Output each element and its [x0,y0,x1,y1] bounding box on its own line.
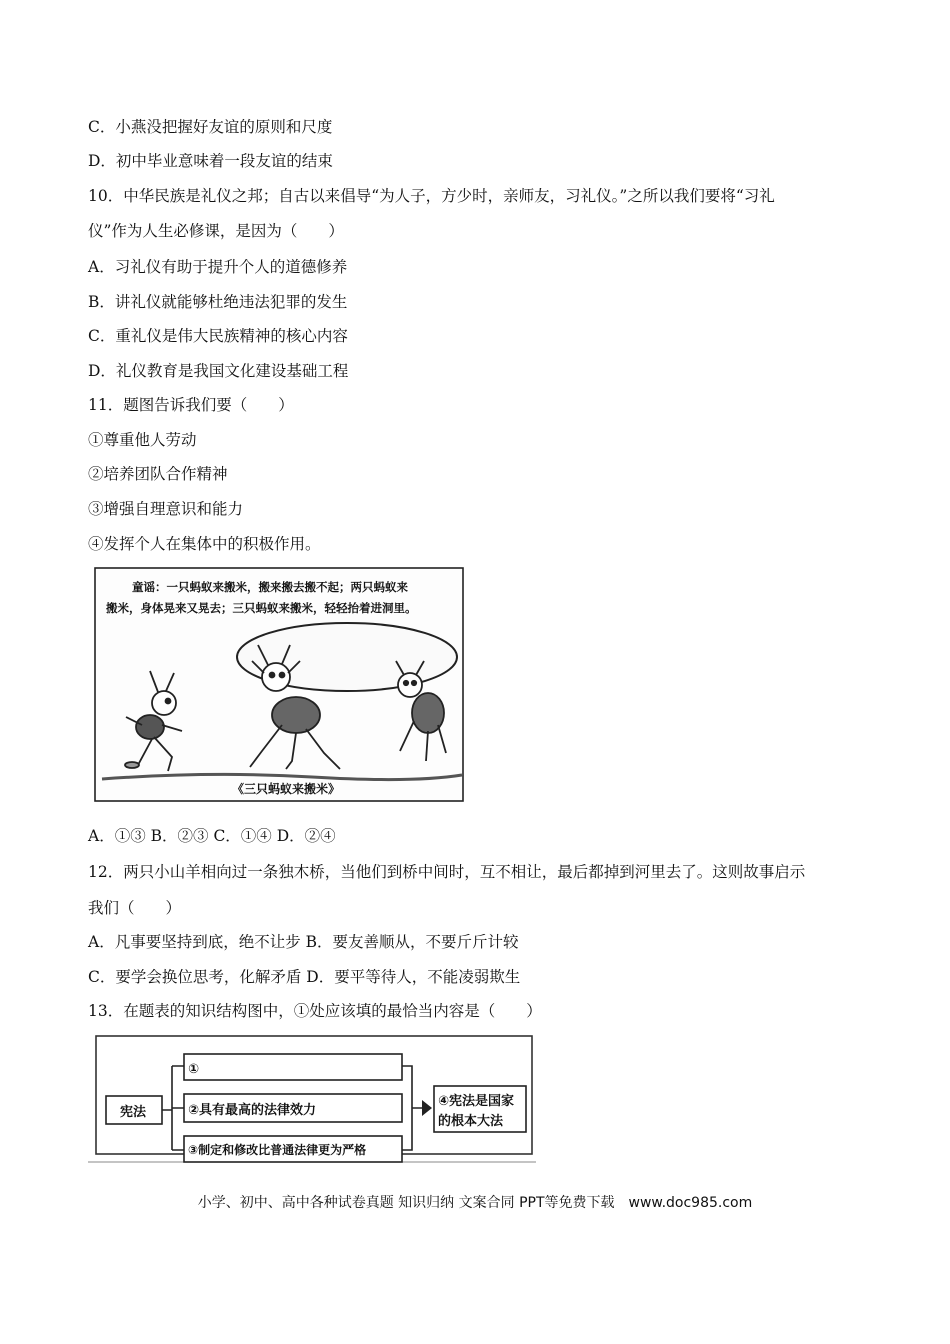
q12-stem-line-1: 12．两只小山羊相向过一条独木桥，当他们到桥中间时，互不相让，最后都掉到河里去了。这则故事启示 [88,863,806,881]
q11-statement-3: ③增强自理意识和能力 [88,500,244,518]
q11-options: A．①③ B．②③ C．①④ D．②④ [88,827,336,845]
page-footer: 小学、初中、高中各种试卷真题 知识归纳 文案合同 PPT等免费下载 www.doc985.com [197,1195,753,1211]
q12-stem-line-2: 我们（ ） [88,899,182,917]
q10-option-a: A．习礼仪有助于提升个人的道德修养 [88,258,348,276]
q11-stem: 11．题图告诉我们要（ ） [88,396,294,414]
q10-option-d: D．礼仪教育是我国文化建设基础工程 [88,362,349,380]
result-line-2: 的根本大法 [438,1114,504,1129]
figure-caption: 《三只蚂蚁来搬米》 [232,782,341,796]
q9-option-c: C．小燕没把握好友谊的原则和尺度 [88,118,333,136]
q12-options-cd: C．要学会换位思考，化解矛盾 D．要平等待人，不能凌弱欺生 [88,968,521,986]
branch-3-label: ③制定和修改比普通法律更为严格 [188,1143,367,1157]
constitution-structure-diagram [88,1030,538,1166]
result-line-1: ④宪法是国家 [438,1094,515,1109]
branch-box-1 [184,1054,402,1080]
q10-stem-line-1: 10．中华民族是礼仪之邦；自古以来倡导“为人子，方少时，亲师友，习礼仪。”之所以我们要将“习礼 [88,187,775,205]
q9-option-d: D．初中毕业意味着一段友谊的结束 [88,152,333,170]
q11-statement-4: ④发挥个人在集体中的积极作用。 [88,535,321,553]
q10-option-b: B．讲礼仪就能够杜绝违法犯罪的发生 [88,293,348,311]
rhyme-line-2: 搬米，身体晃来又晃去；三只蚂蚁来搬米，轻轻抬着进洞里。 [106,601,417,615]
structure-diagram-svg [88,1030,538,1166]
q10-option-c: C．重礼仪是伟大民族精神的核心内容 [88,327,348,345]
q13-stem: 13．在题表的知识结构图中，①处应该填的最恰当内容是（ ） [88,1002,542,1020]
branch-1-label: ① [188,1062,200,1077]
q12-options-ab: A．凡事要坚持到底，绝不让步 B．要友善顺从，不要斤斤计较 [88,933,519,951]
q11-statement-1: ①尊重他人劳动 [88,431,197,449]
branch-2-label: ②具有最高的法律效力 [188,1103,317,1118]
root-label: 宪法 [120,1105,147,1120]
q11-statement-2: ②培养团队合作精神 [88,465,228,483]
ant-cartoon-figure [92,565,468,805]
ant-cartoon-illustration [92,565,468,805]
rhyme-line-1: 童谣：一只蚂蚁来搬米，搬来搬去搬不起；两只蚂蚁来 [132,580,408,594]
q10-stem-line-2: 仪”作为人生必修课，是因为（ ） [88,222,344,240]
